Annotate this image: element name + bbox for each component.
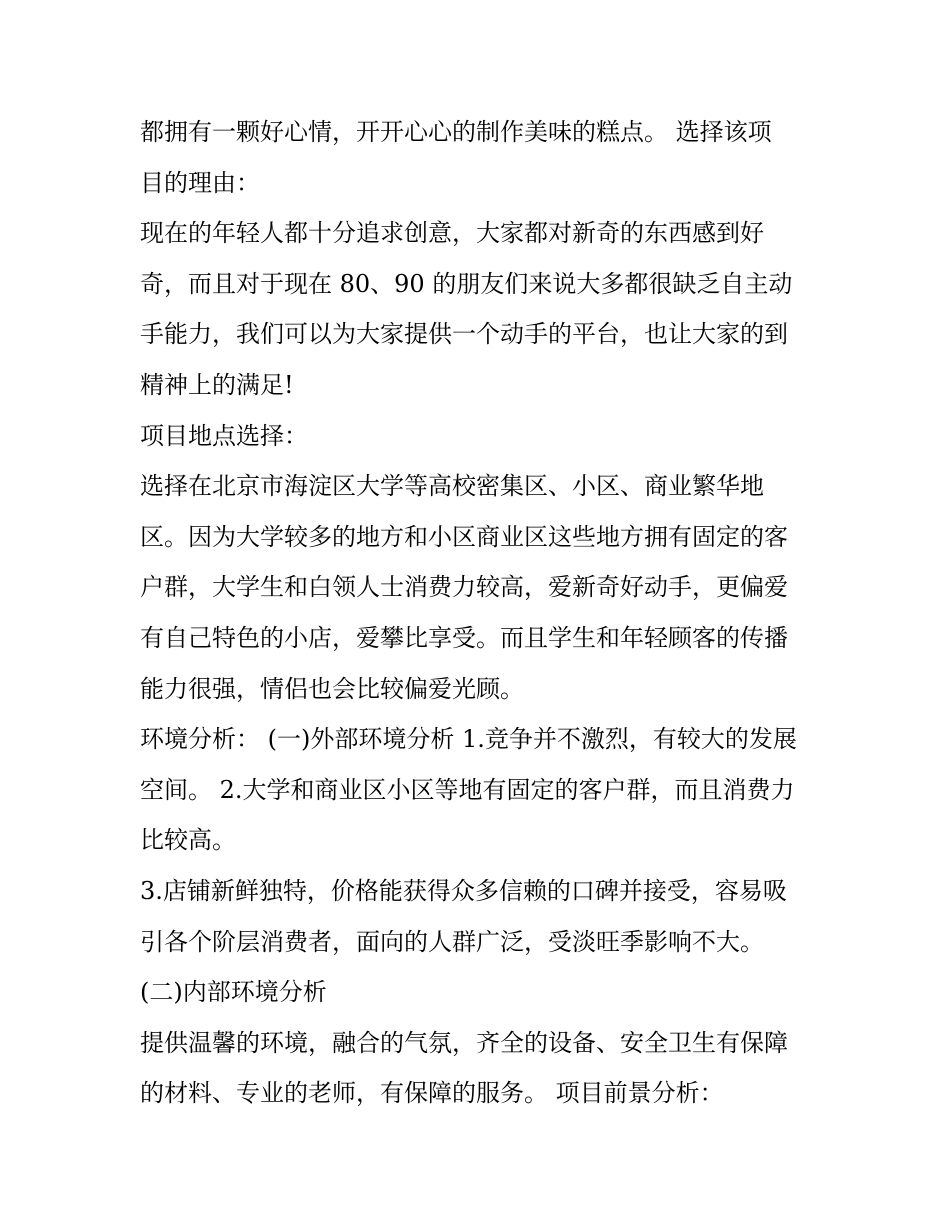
text-line: 区。因为大学较多的地方和小区商业区这些地方拥有固定的客 bbox=[140, 522, 788, 551]
text-line: 能力很强，情侣也会比较偏爱光顾。 bbox=[140, 674, 524, 703]
section-heading: (二)内部环境分析 bbox=[140, 978, 327, 1007]
section-heading: 项目地点选择： bbox=[140, 421, 308, 450]
text-line: 空间。 2.大学和商业区小区等地有固定的客户群，而且消费力 bbox=[140, 775, 795, 804]
text-line: 目的理由： bbox=[140, 168, 260, 197]
text-line: 3.店铺新鲜独特，价格能获得众多信赖的口碑并接受，容易吸 bbox=[140, 876, 787, 905]
text-line: 户群，大学生和白领人士消费力较高，爱新奇好动手，更偏爱 bbox=[140, 573, 788, 602]
text-line: 引各个阶层消费者，面向的人群广泛，受淡旺季影响不大。 bbox=[140, 927, 764, 956]
text-line: 现在的年轻人都十分追求创意，大家都对新奇的东西感到好 bbox=[140, 219, 764, 248]
text-line: 有自己特色的小店，爱攀比享受。而且学生和年轻顾客的传播 bbox=[140, 623, 788, 652]
text-line: 奇，而且对于现在 80、90 的朋友们来说大多都很缺乏自主动 bbox=[140, 269, 793, 298]
text-line: 提供温馨的环境，融合的气氛，齐全的设备、安全卫生有保障 bbox=[140, 1028, 788, 1057]
text-line: 都拥有一颗好心情，开开心心的制作美味的糕点。 选择该项 bbox=[140, 118, 772, 146]
text-line: 选择在北京市海淀区大学等高校密集区、小区、商业繁华地 bbox=[140, 472, 764, 501]
text-line: 的材料、专业的老师，有保障的服务。 项目前景分析： bbox=[140, 1079, 724, 1108]
text-line: 比较高。 bbox=[140, 826, 236, 855]
text-line: 环境分析： (一)外部环境分析 1.竞争并不激烈，有较大的发展 bbox=[140, 725, 797, 754]
text-line: 手能力，我们可以为大家提供一个动手的平台，也让大家的到 bbox=[140, 320, 788, 349]
text-line: 精神上的满足! bbox=[140, 370, 294, 399]
body-text bbox=[140, 107, 820, 1119]
